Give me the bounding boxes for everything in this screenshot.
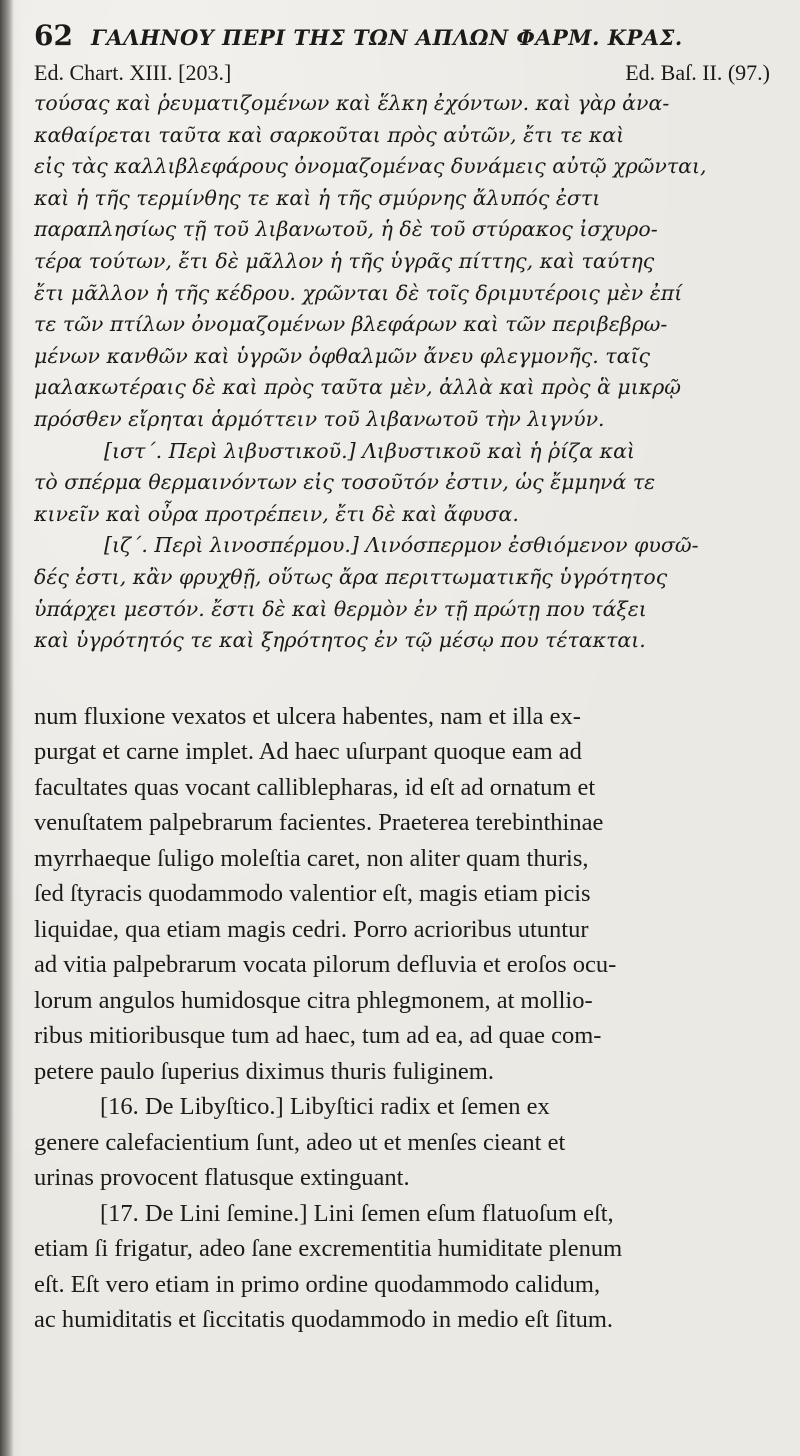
greek-line: καὶ ἡ τῆς τερμίνθης τε καὶ ἡ τῆς σμύρνης ἄλυπός ἐστι (34, 185, 601, 210)
greek-line: καὶ ὑγρότητός τε καὶ ξηρότητος ἐν τῷ μέσῳ που τέτακται. (34, 628, 646, 653)
latin-line: ſed ſtyracis quodammodo valentior eſt, magis etiam picis (34, 880, 591, 908)
latin-line: venuſtatem palpebrarum facientes. Praeterea terebinthinae (34, 809, 604, 837)
edition-line (34, 58, 770, 88)
greek-section-heading-line: [ιστ΄. Περὶ λιβυστικοῦ.] Λιβυστικοῦ καὶ ἡ ῥίζα καὶ (104, 438, 635, 463)
latin-line: ac humiditatis et ſiccitatis quodammodo in medio eſt ſitum. (34, 1306, 614, 1334)
greek-line: ὑπάρχει μεστόν. ἔστι δὲ καὶ θερμὸν ἐν τῇ πρώτῃ που τάξει (34, 596, 647, 621)
latin-text-block (34, 699, 770, 1338)
latin-line: ribus mitioribusque tum ad haec, tum ad ea, ad quae com- (34, 1022, 602, 1050)
edition-basel: Ed. Baſ. II. (97.) (625, 60, 770, 85)
latin-line: num fluxione vexatos et ulcera habentes, nam et illa ex- (34, 702, 581, 730)
edition-chartier: Ed. Chart. XIII. [203.] (34, 60, 232, 85)
page-number: 62 (34, 19, 73, 52)
latin-line: myrrhaeque ſuligo moleſtia caret, non aliter quam thuris, (34, 844, 589, 872)
latin-line: genere calefacientium ſunt, adeo ut et menſes cieant et (34, 1128, 566, 1156)
greek-line: κινεῖν καὶ οὖρα προτρέπειν, ἔτι δὲ καὶ ἄφυσα. (34, 501, 519, 526)
latin-line: liquidae, qua etiam magis cedri. Porro acrioribus utuntur (34, 915, 589, 943)
running-head (34, 18, 770, 56)
greek-line: καθαίρεται ταῦτα καὶ σαρκοῦται πρὸς αὐτῶν, ἔτι τε καὶ (34, 122, 625, 147)
latin-line: petere paulo ſuperius diximus thuris fuliginem. (34, 1057, 494, 1085)
latin-line: urinas provocent flatusque extinguant. (34, 1164, 410, 1192)
greek-line: τε τῶν πτίλων ὀνομαζομένων βλεφάρων καὶ τῶν περιβεβρω- (34, 312, 668, 337)
greek-text-block (34, 88, 770, 657)
greek-line: τὸ σπέρμα θερμαινόντων εἰς τοσοῦτόν ἐστιν, ὡς ἔμμηνά τε (34, 470, 656, 495)
latin-line: purgat et carne implet. Ad haec uſurpant quoque eam ad (34, 738, 582, 766)
latin-line: ad vitia palpebrarum vocata pilorum defluvia et eroſos ocu- (34, 951, 617, 979)
latin-line: lorum angulos humidosque citra phlegmonem, at mollio- (34, 986, 593, 1014)
greek-line: ἔτι μᾶλλον ἡ τῆς κέδρου. χρῶνται δὲ τοῖς δριμυτέροις μὲν ἐπί (34, 280, 683, 305)
greek-line: τέρα τούτων, ἔτι δὲ μᾶλλον ἡ τῆς ὑγρᾶς πίττης, καὶ ταύτης (34, 248, 655, 273)
greek-line: τούσας καὶ ῥευματιζομένων καὶ ἕλκη ἐχόντων. καὶ γὰρ ἀνα- (34, 91, 670, 115)
greek-line: μαλακωτέραις δὲ καὶ πρὸς ταῦτα μὲν, ἀλλὰ καὶ πρὸς ἃ μικρῷ (34, 375, 681, 400)
latin-line: eſt. Eſt vero etiam in primo ordine quodammodo calidum, (34, 1270, 601, 1298)
greek-section-heading-line: [ιζ΄. Περὶ λινοσπέρμου.] Λινόσπερμον ἐσθιόμενον φυσῶ- (104, 533, 699, 558)
greek-line: μένων κανθῶν καὶ ὑγρῶν ὀφθαλμῶν ἄνευ φλεγμονῆς. ταῖς (34, 343, 650, 368)
running-title: ΓΑΛΗΝΟΥ ΠΕΡΙ ΤΗΣ ΤΩΝ ΑΠΛΩΝ ΦΑΡΜ. ΚΡΑΣ. (90, 25, 683, 50)
greek-line: παραπλησίως τῇ τοῦ λιβανωτοῦ, ἡ δὲ τοῦ στύρακος ἰσχυρο- (34, 217, 658, 242)
latin-line: facultates quas vocant calliblepharas, id eſt ad ornatum et (34, 773, 596, 801)
latin-section-heading-line: [17. De Lini ſemine.] Lini ſemen eſum flatuoſum eſt, (100, 1199, 614, 1227)
greek-line: δές ἐστι, κἂν φρυχθῇ, οὕτως ἄρα περιττωματικῆς ὑγρότητος (34, 564, 668, 589)
latin-section-heading-line: [16. De Libyſtico.] Libyſtici radix et ſemen ex (100, 1093, 550, 1121)
greek-line: εἰς τὰς καλλιβλεφάρους ὀνομαζομένας δυνάμεις αὐτῷ χρῶνται, (34, 154, 707, 179)
greek-line: πρόσθεν εἴρηται ἁρμόττειν τοῦ λιβανωτοῦ τὴν λιγνύν. (34, 406, 605, 431)
latin-line: etiam ſi frigatur, adeo ſane excrementitia humiditate plenum (34, 1235, 623, 1263)
